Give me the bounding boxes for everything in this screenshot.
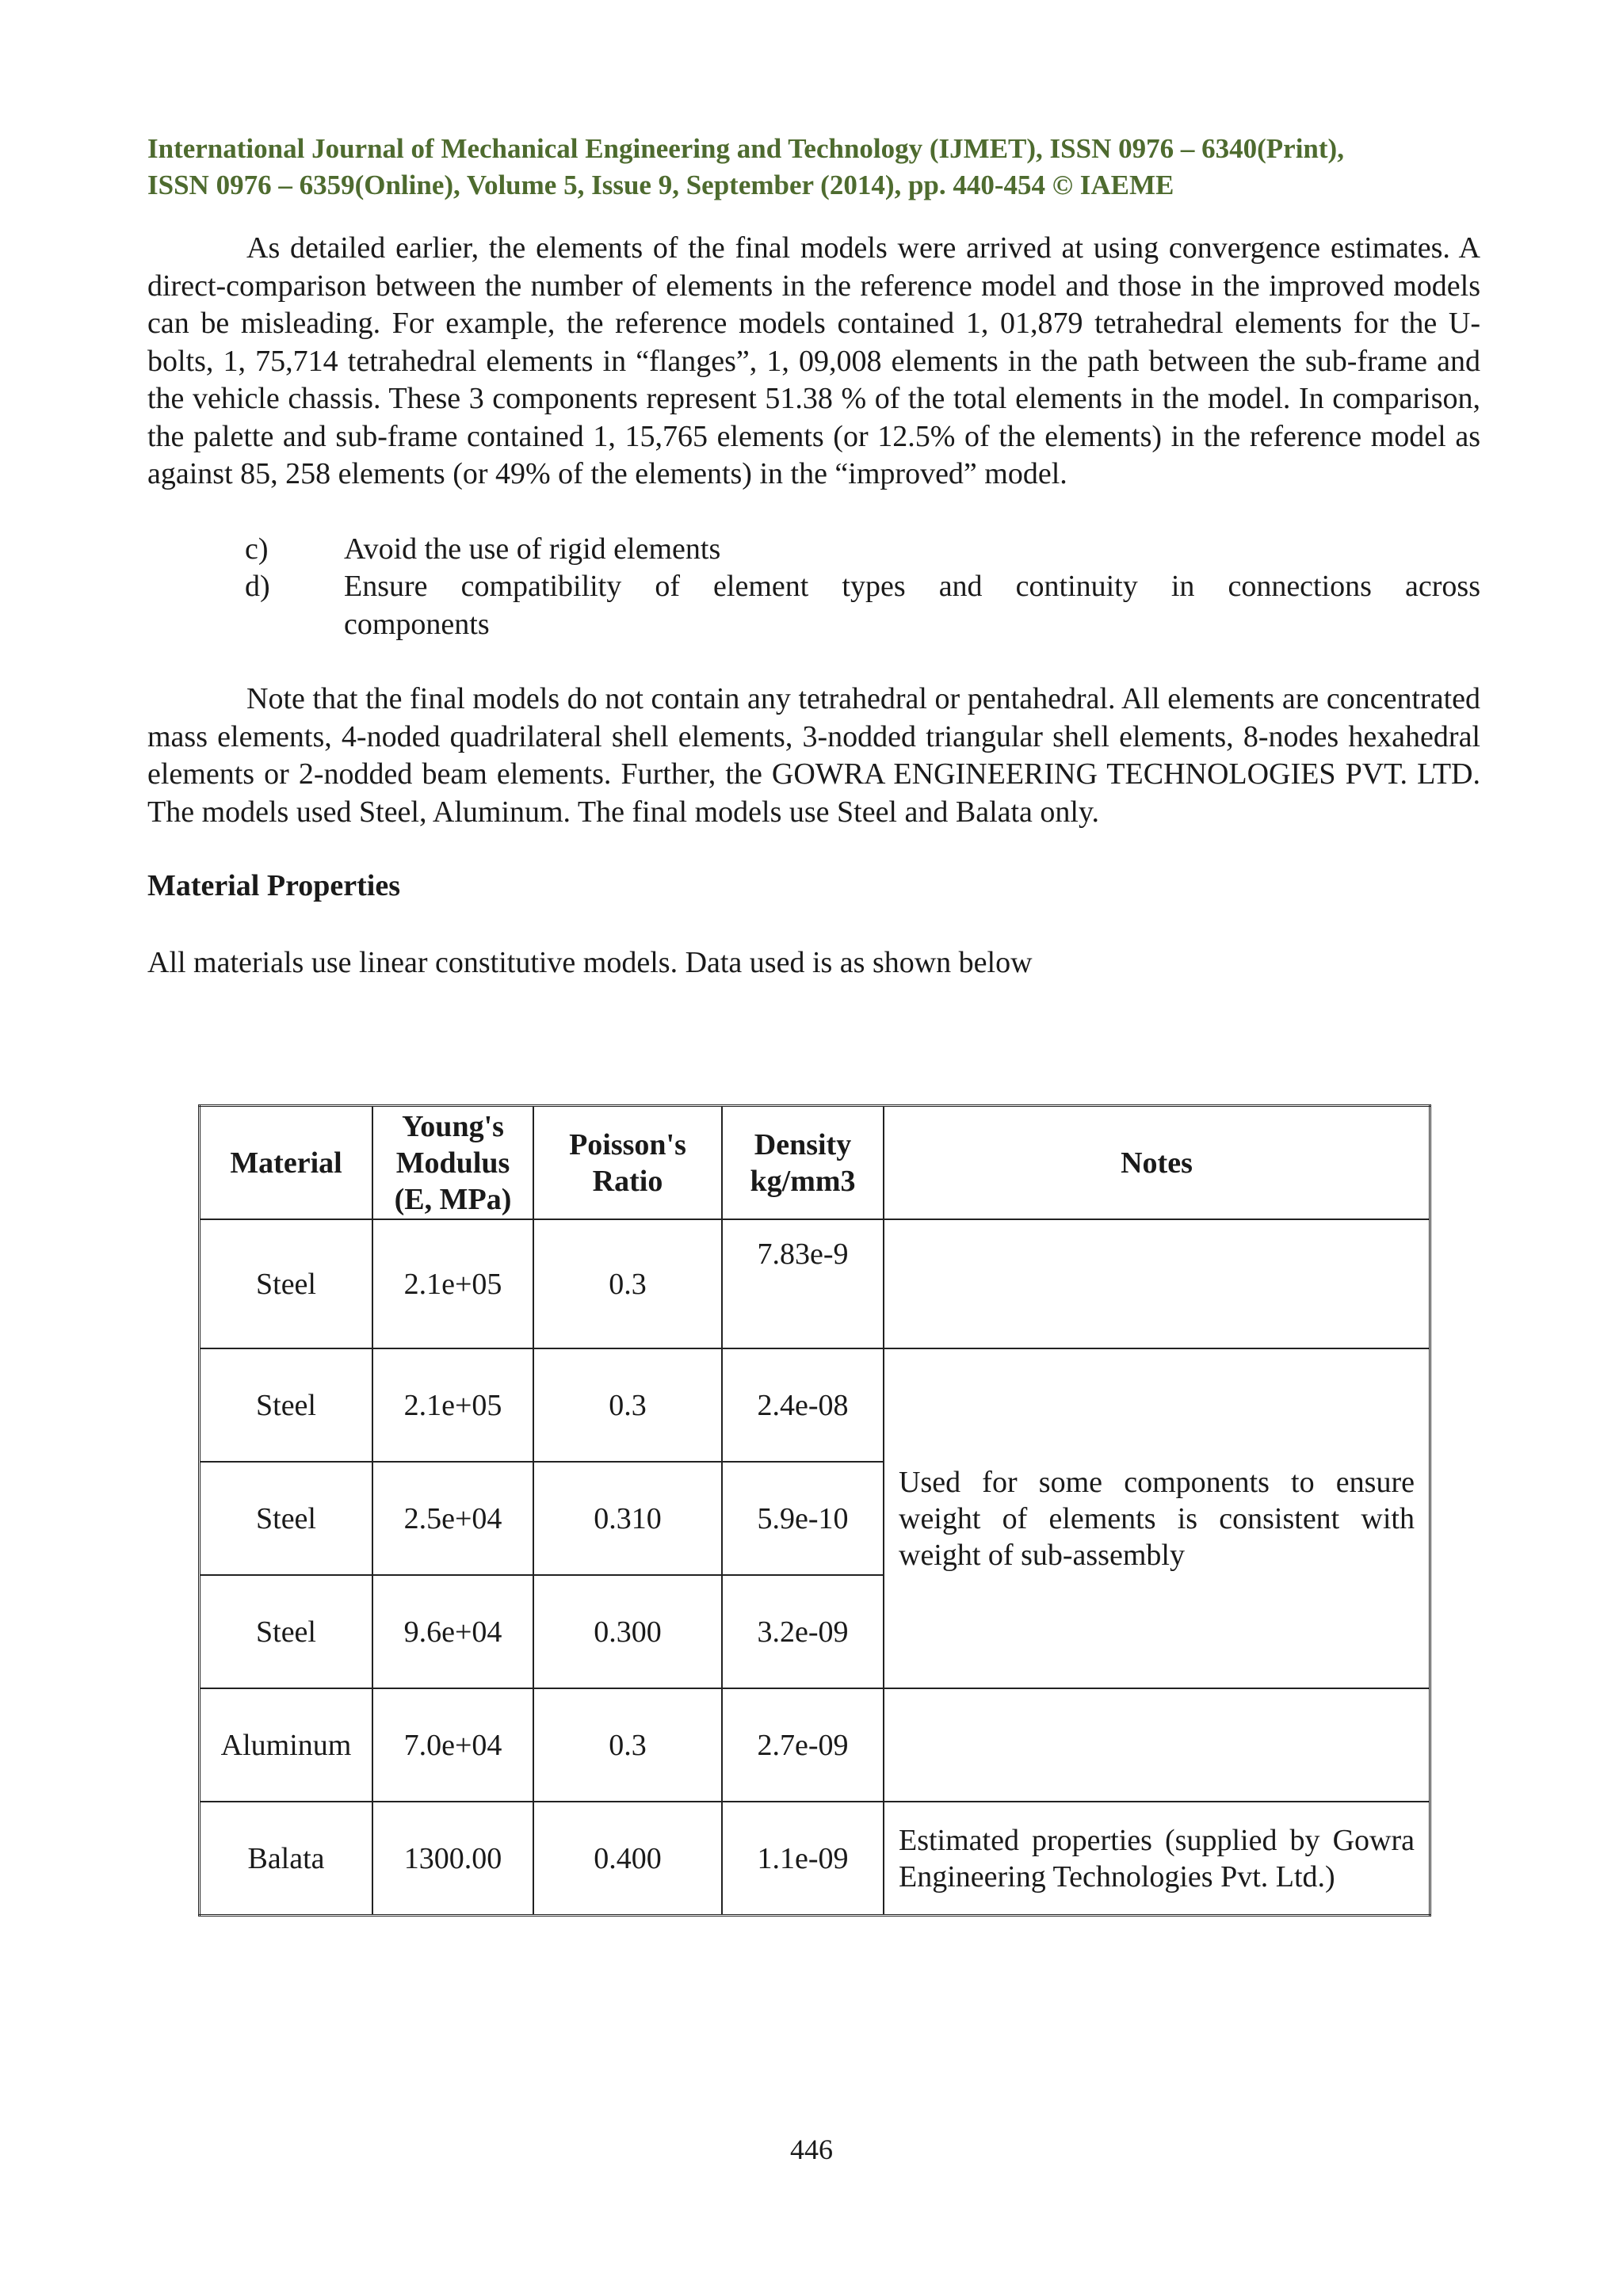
- cell-youngs: 2.1e+05: [372, 1219, 533, 1348]
- cell-youngs: 1300.00: [372, 1802, 533, 1916]
- header-poisson-line-2: Ratio: [592, 1164, 663, 1198]
- guideline-list: [147, 531, 1480, 644]
- cell-material: Steel: [200, 1575, 373, 1688]
- header-youngs-modulus: [372, 1106, 533, 1220]
- paragraph-element-counts: As detailed earlier, the elements of the final models were arrived at using convergence estimates. A direct-comparison between the number of elements in the reference model and those in the improved models can be misleading. For example, the reference models contained 1, 01,879 tetrahedral elements for the U-bolts, 1, 75,714 tetrahedral elements in “flanges”, 1, 09,008 elements in the path between the sub-frame and the vehicle chassis. These 3 components represent 51.38 % of the total elements in the model. In comparison, the palette and sub-frame contained 1, 15,765 elements (or 12.5% of the elements) in the reference model as against 85, 258 elements (or 49% of the elements) in the “improved” model.: [147, 231, 1480, 490]
- list-item-text-line-2: components: [344, 607, 490, 641]
- table-row: [200, 1219, 1430, 1348]
- cell-poisson: 0.310: [533, 1462, 722, 1575]
- page-number: 446: [790, 2134, 833, 2165]
- cell-material: Steel: [200, 1462, 373, 1575]
- cell-notes: [884, 1688, 1430, 1802]
- header-poissons-ratio: [533, 1106, 722, 1220]
- cell-density: 7.83e-9: [722, 1219, 884, 1348]
- cell-poisson: 0.3: [533, 1219, 722, 1348]
- list-item-text-line-1: Ensure compatibility of element types and continuity in connections across: [344, 570, 1480, 603]
- header-notes: Notes: [884, 1106, 1430, 1220]
- journal-header-line-2: ISSN 0976 – 6359(Online), Volume 5, Issue 9, September (2014), pp. 440-454 © IAEME: [147, 170, 1174, 200]
- material-properties-table: [198, 1104, 1431, 1917]
- cell-youngs: 9.6e+04: [372, 1575, 533, 1688]
- list-marker: d): [245, 570, 270, 603]
- list-item-text: [344, 568, 1480, 643]
- cell-youngs: 2.1e+05: [372, 1348, 533, 1462]
- cell-notes-balata: Estimated properties (supplied by Gowra Engineering Technologies Pvt. Ltd.): [884, 1802, 1430, 1916]
- header-material: Material: [200, 1106, 373, 1220]
- page-body: [147, 131, 1480, 982]
- table-header-row: [200, 1106, 1430, 1220]
- table-intro: All materials use linear constitutive models. Data used is as shown below: [147, 945, 1033, 979]
- cell-poisson: 0.3: [533, 1348, 722, 1462]
- header-density: [722, 1106, 884, 1220]
- section-heading: Material Properties: [147, 869, 400, 902]
- list-item-text: Avoid the use of rigid elements: [344, 532, 721, 566]
- list-item: [147, 568, 1480, 643]
- cell-density: 5.9e-10: [722, 1462, 884, 1575]
- header-density-line-1: Density: [754, 1127, 852, 1161]
- cell-material: Steel: [200, 1348, 373, 1462]
- cell-density: 1.1e-09: [722, 1802, 884, 1916]
- cell-material: Steel: [200, 1219, 373, 1348]
- list-item: [147, 531, 1480, 569]
- table-row: [200, 1348, 1430, 1462]
- table-row: [200, 1688, 1430, 1802]
- header-youngs-line-2: Modulus: [395, 1146, 510, 1180]
- paragraph-element-types: Note that the final models do not contain any tetrahedral or pentahedral. All elements are concentrated mass elements, 4-noded quadrilateral shell elements, 3-nodded triangular shell elements, 8-nodes hexahedral elements or 2-nodded beam elements. Further, the GOWRA ENGINEERING TECHNOLOGIES PVT. LTD. The models used Steel, Aluminum. The final models use Steel and Balata only.: [147, 682, 1480, 829]
- cell-poisson: 0.400: [533, 1802, 722, 1916]
- cell-notes: [884, 1219, 1430, 1348]
- list-marker: c): [245, 532, 269, 566]
- cell-density: 3.2e-09: [722, 1575, 884, 1688]
- table-row: [200, 1802, 1430, 1916]
- cell-density: 2.7e-09: [722, 1688, 884, 1802]
- header-density-line-2: kg/mm3: [750, 1164, 856, 1198]
- cell-youngs: 7.0e+04: [372, 1688, 533, 1802]
- cell-material: Balata: [200, 1802, 373, 1916]
- cell-notes-steel-group: Used for some components to ensure weight of elements is consistent with weight of sub-assembly: [884, 1348, 1430, 1688]
- cell-youngs: 2.5e+04: [372, 1462, 533, 1575]
- cell-material: Aluminum: [200, 1688, 373, 1802]
- header-poisson-line-1: Poisson's: [569, 1127, 686, 1161]
- cell-poisson: 0.3: [533, 1688, 722, 1802]
- header-youngs-line-3: (E, MPa): [394, 1182, 512, 1216]
- header-youngs-line-1: Young's: [402, 1109, 504, 1143]
- journal-header: [147, 131, 1480, 204]
- cell-density: 2.4e-08: [722, 1348, 884, 1462]
- cell-poisson: 0.300: [533, 1575, 722, 1688]
- journal-header-line-1: International Journal of Mechanical Engineering and Technology (IJMET), ISSN 0976 – 6340(Print),: [147, 133, 1344, 164]
